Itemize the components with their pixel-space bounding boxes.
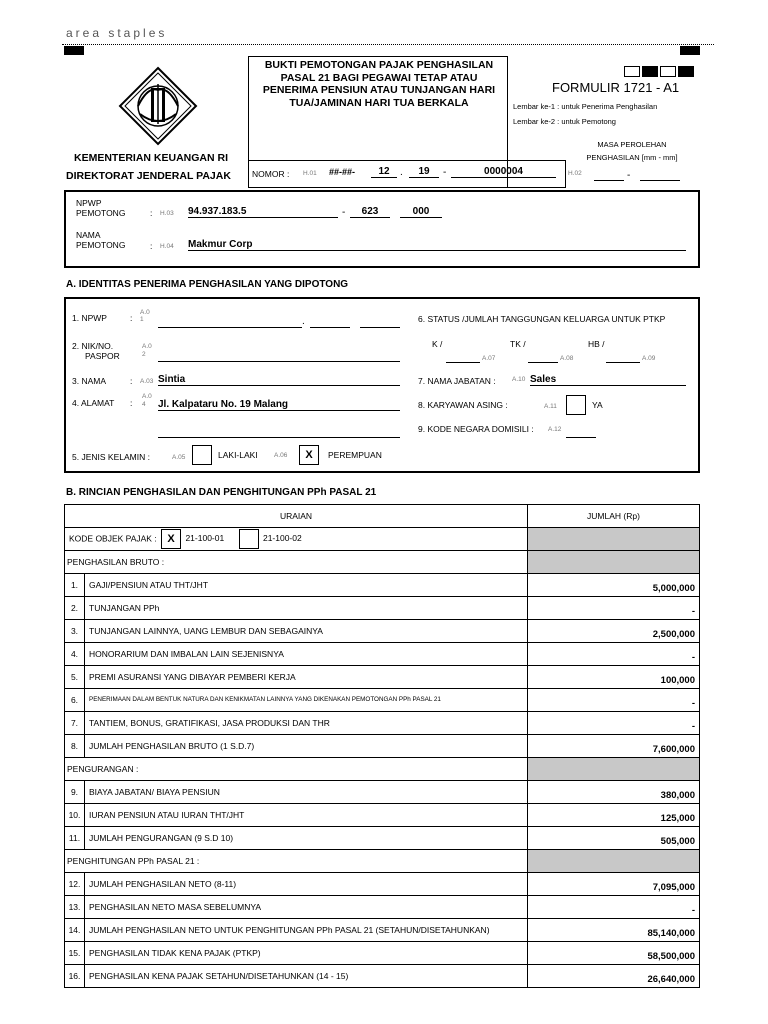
row-number: 1.	[65, 574, 85, 597]
table-row	[65, 574, 700, 597]
a05-code: A.05	[172, 454, 186, 461]
nomor-dot: .	[400, 167, 403, 178]
alamat-label: 4. ALAMAT	[72, 398, 115, 408]
penghasilan-bruto-header-shade	[528, 551, 700, 574]
kode-negara-label: 9. KODE NEGARA DOMISILI :	[418, 424, 534, 434]
nama-pemotong-label	[76, 230, 125, 250]
kode-objek-label: KODE OBJEK PAJAK :	[69, 533, 157, 544]
nik-field[interactable]	[158, 361, 400, 362]
h04-code: H.04	[160, 243, 174, 250]
jenis-kelamin-label: 5. JENIS KELAMIN :	[72, 452, 150, 462]
npwp-pemotong-b[interactable]: 623	[350, 206, 390, 218]
karyawan-asing-checkbox[interactable]	[566, 395, 586, 415]
staple-dotted-line	[62, 44, 714, 45]
checkbox-square	[660, 66, 676, 77]
nama-field[interactable]: Sintia	[158, 374, 400, 386]
form-title-line: PENERIMA PENSIUN ATAU TUNJANGAN HARI	[262, 84, 496, 96]
a09-code: A.09	[642, 355, 656, 362]
pemotong-label-line: PEMOTONG	[76, 208, 126, 218]
row-label: PENGHASILAN TIDAK KENA PAJAK (PTKP)	[85, 942, 528, 965]
nomor-c-field[interactable]: 0000004	[451, 166, 556, 178]
npwp-label-line: NPWP	[76, 198, 102, 208]
corner-mark-left	[64, 46, 84, 55]
rincian-table	[64, 504, 700, 988]
kode-objek-cell	[65, 528, 528, 551]
a08-code: A.08	[560, 355, 574, 362]
masa-perolehan-label	[570, 138, 694, 164]
pengurangan-header-label: PENGURANGAN :	[65, 758, 528, 781]
row-amount[interactable]: 380,000	[528, 781, 700, 804]
npwp-pemotong-c[interactable]: 000	[400, 206, 442, 218]
h01-code: H.01	[303, 170, 317, 177]
row-number: 7.	[65, 712, 85, 735]
form-title-line: TUA/JAMINAN HARI TUA BERKALA	[289, 96, 469, 109]
nomor-box	[248, 160, 566, 188]
row-label: IURAN PENSIUN ATAU IURAN THT/JHT	[85, 804, 528, 827]
status-hb-label: HB /	[588, 339, 605, 349]
nomor-prefix: ##-##-	[329, 167, 356, 177]
nomor-a-field[interactable]: 12	[371, 166, 397, 178]
alamat-field-line2[interactable]	[158, 437, 400, 438]
row-number: 10.	[65, 804, 85, 827]
table-row	[65, 965, 700, 988]
row-label: TANTIEM, BONUS, GRATIFIKASI, JASA PRODUKSI DAN THR	[85, 712, 528, 735]
lembar-2-note: Lembar ke-2 : untuk Pemotong	[513, 117, 616, 126]
nama-colon: :	[130, 376, 133, 386]
row-amount[interactable]: -	[528, 896, 700, 919]
row-number: 16.	[65, 965, 85, 988]
masa-line-1: MASA PEROLEHAN	[597, 140, 667, 149]
nama-pemotong-value[interactable]: Makmur Corp	[188, 239, 686, 251]
row-amount[interactable]: 26,640,000	[528, 965, 700, 988]
h03-code: H.03	[160, 210, 174, 217]
row-label: PENGHASILAN KENA PAJAK SETAHUN/DISETAHUNKAN (14 - 15)	[85, 965, 528, 988]
laki-laki-checkbox[interactable]	[192, 445, 212, 465]
uraian-header: URAIAN	[65, 505, 528, 528]
row-amount[interactable]: 85,140,000	[528, 919, 700, 942]
penghitungan-pph-header-row	[65, 850, 700, 873]
section-a-box	[64, 297, 700, 473]
table-row	[65, 689, 700, 712]
section-a-title: A. IDENTITAS PENERIMA PENGHASILAN YANG DIPOTONG	[66, 279, 349, 290]
status-tk-label: TK /	[510, 339, 526, 349]
table-header-row	[65, 505, 700, 528]
table-row	[65, 712, 700, 735]
row-amount[interactable]: 505,000	[528, 827, 700, 850]
row-number: 12.	[65, 873, 85, 896]
table-row	[65, 896, 700, 919]
formulir-checkboxes	[624, 66, 694, 79]
table-row	[65, 620, 700, 643]
npwp-pemotong-value[interactable]: 94.937.183.5	[188, 206, 338, 218]
row-amount[interactable]: 7,600,000	[528, 735, 700, 758]
table-row	[65, 873, 700, 896]
row-amount[interactable]: 58,500,000	[528, 942, 700, 965]
row-label: PREMI ASURANSI YANG DIBAYAR PEMBERI KERJA	[85, 666, 528, 689]
penerima-npwp-label: 1. NPWP	[72, 313, 107, 323]
masa-end-field[interactable]	[640, 180, 680, 181]
kode-negara-field[interactable]	[566, 437, 596, 438]
jumlah-header: JUMLAH (Rp)	[528, 505, 700, 528]
status-k-label: K /	[432, 339, 443, 349]
row-label: TUNJANGAN PPh	[85, 597, 528, 620]
kode-21-100-02-checkbox[interactable]	[239, 529, 259, 549]
row-amount[interactable]: -	[528, 689, 700, 712]
row-number: 4.	[65, 643, 85, 666]
row-label: BIAYA JABATAN/ BIAYA PENSIUN	[85, 781, 528, 804]
penghasilan-bruto-header-row	[65, 551, 700, 574]
ministry-name: KEMENTERIAN KEUANGAN RI	[74, 152, 229, 164]
ya-label: YA	[592, 400, 603, 410]
kode-21-100-01-label: 21-100-01	[185, 533, 225, 544]
status-k-field[interactable]	[446, 362, 480, 363]
nama-colon: :	[150, 241, 153, 251]
table-row	[65, 643, 700, 666]
form-title-line: BUKTI PEMOTONGAN PAJAK PENGHASILAN	[264, 59, 494, 71]
kode-objek-row	[65, 528, 700, 551]
kode-21-100-01-checkbox[interactable]: X	[161, 529, 181, 549]
laki-laki-label: LAKI-LAKI	[218, 450, 258, 460]
lembar-1-note: Lembar ke-1 : untuk Penerima Penghasilan	[513, 102, 658, 111]
kode-21-100-02-label: 21-100-02	[262, 533, 302, 544]
table-row	[65, 735, 700, 758]
masa-start-field[interactable]	[594, 180, 624, 181]
nama-jabatan-label: 7. NAMA JABATAN :	[418, 376, 496, 386]
row-number: 2.	[65, 597, 85, 620]
row-label: JUMLAH PENGHASILAN BRUTO (1 S.D.7)	[85, 735, 528, 758]
perempuan-label: PEREMPUAN	[328, 450, 382, 460]
paspor-label-line: PASPOR	[85, 351, 120, 361]
table-row	[65, 942, 700, 965]
penghitungan-pph-header-label: PENGHITUNGAN PPh PASAL 21 :	[65, 850, 528, 873]
pemotong-box	[64, 190, 700, 268]
nomor-b-field[interactable]: 19	[409, 166, 439, 178]
a03-code: A.03	[140, 378, 154, 385]
status-ptkp-label: 6. STATUS /JUMLAH TANGGUNGAN KELUARGA UNTUK PTKP	[418, 314, 666, 324]
a06-code: A.06	[274, 452, 288, 459]
h02-code: H.02	[568, 170, 582, 177]
row-amount[interactable]: 5,000,000	[528, 574, 700, 597]
row-number: 14.	[65, 919, 85, 942]
checkbox-square	[624, 66, 640, 77]
pengurangan-header-row	[65, 758, 700, 781]
row-amount[interactable]: 100,000	[528, 666, 700, 689]
npwp-dash: -	[342, 207, 346, 218]
checkbox-square	[678, 66, 694, 77]
ministry-logo	[118, 66, 198, 146]
nik-label	[72, 341, 120, 361]
penerima-npwp-field-c[interactable]	[360, 327, 400, 328]
section-b-title: B. RINCIAN PENGHASILAN DAN PENGHITUNGAN PPh PASAL 21	[66, 487, 377, 498]
a10-code: A.10	[512, 376, 526, 383]
row-number: 8.	[65, 735, 85, 758]
row-label: GAJI/PENSIUN ATAU THT/JHT	[85, 574, 528, 597]
checkbox-square	[642, 66, 658, 77]
table-row	[65, 804, 700, 827]
status-hb-field[interactable]	[606, 362, 640, 363]
status-tk-field[interactable]	[528, 362, 558, 363]
row-number: 5.	[65, 666, 85, 689]
row-label: JUMLAH PENGHASILAN NETO UNTUK PENGHITUNGAN PPh PASAL 21 (SETAHUN/DISETAHUNKAN)	[85, 919, 528, 942]
pemotong-label-line: PEMOTONG	[76, 240, 126, 250]
row-amount[interactable]: -	[528, 597, 700, 620]
pengurangan-header-shade	[528, 758, 700, 781]
formulir-title: FORMULIR 1721 - A1	[552, 80, 680, 95]
table-row	[65, 597, 700, 620]
row-label: JUMLAH PENGHASILAN NETO (8-11)	[85, 873, 528, 896]
penghitungan-pph-header-shade	[528, 850, 700, 873]
nama-jabatan-field[interactable]: Sales	[530, 374, 686, 386]
row-label: TUNJANGAN LAINNYA, UANG LEMBUR DAN SEBAGAINYA	[85, 620, 528, 643]
row-amount[interactable]: 125,000	[528, 804, 700, 827]
table-row	[65, 827, 700, 850]
row-number: 15.	[65, 942, 85, 965]
nama-label: 3. NAMA	[72, 376, 107, 386]
form-title	[249, 59, 509, 109]
a11-code: A.11	[544, 403, 557, 410]
penerima-npwp-colon: :	[130, 313, 133, 323]
nama-label-line: NAMA	[76, 230, 101, 240]
npwp-colon: :	[150, 208, 153, 218]
penghasilan-bruto-header-label: PENGHASILAN BRUTO :	[65, 551, 528, 574]
table-row	[65, 666, 700, 689]
row-amount[interactable]: -	[528, 643, 700, 666]
corner-mark-right	[680, 46, 700, 55]
penerima-npwp-field-b[interactable]	[310, 327, 350, 328]
nomor-label: NOMOR :	[252, 169, 290, 179]
nik-label-line: 2. NIK/NO.	[72, 341, 114, 351]
row-amount[interactable]: 2,500,000	[528, 620, 700, 643]
nomor-dash: -	[443, 167, 447, 178]
a12-code: A.12	[548, 426, 562, 433]
table-row	[65, 919, 700, 942]
row-number: 3.	[65, 620, 85, 643]
row-amount[interactable]: 7,095,000	[528, 873, 700, 896]
a02-code: A.02	[142, 343, 152, 358]
kode-objek-shade	[528, 528, 700, 551]
perempuan-checkbox[interactable]: X	[299, 445, 319, 465]
row-label: PENGHASILAN NETO MASA SEBELUMNYA	[85, 896, 528, 919]
form-title-line: PASAL 21 BAGI PEGAWAI TETAP ATAU	[280, 71, 478, 84]
npwp-pemotong-label	[76, 198, 125, 218]
row-amount[interactable]: -	[528, 712, 700, 735]
a01-code: A.01	[140, 309, 150, 323]
row-label: PENERIMAAN DALAM BENTUK NATURA DAN KENIKMATAN LAINNYA YANG DIKENAKAN PEMOTONGAN PPh PASAL 21	[85, 689, 528, 712]
directorate-name: DIREKTORAT JENDERAL PAJAK	[66, 170, 231, 182]
row-label: HONORARIUM DAN IMBALAN LAIN SEJENISNYA	[85, 643, 528, 666]
area-staples-label: area staples	[66, 26, 168, 40]
row-number: 6.	[65, 689, 85, 712]
row-number: 9.	[65, 781, 85, 804]
row-number: 11.	[65, 827, 85, 850]
alamat-field[interactable]: Jl. Kalpataru No. 19 Malang	[158, 399, 400, 411]
masa-dash: -	[627, 170, 631, 181]
a04-code: A.04	[142, 393, 152, 408]
a07-code: A.07	[482, 355, 496, 362]
table-row	[65, 781, 700, 804]
penerima-npwp-field[interactable]	[158, 327, 302, 328]
penerima-npwp-dot: .	[302, 316, 305, 327]
masa-line-2: PENGHASILAN [mm - mm]	[586, 153, 678, 162]
karyawan-asing-label: 8. KARYAWAN ASING :	[418, 400, 508, 410]
emblem-icon	[118, 66, 198, 146]
row-number: 13.	[65, 896, 85, 919]
row-label: JUMLAH PENGURANGAN (9 S.D 10)	[85, 827, 528, 850]
alamat-colon: :	[130, 398, 133, 408]
